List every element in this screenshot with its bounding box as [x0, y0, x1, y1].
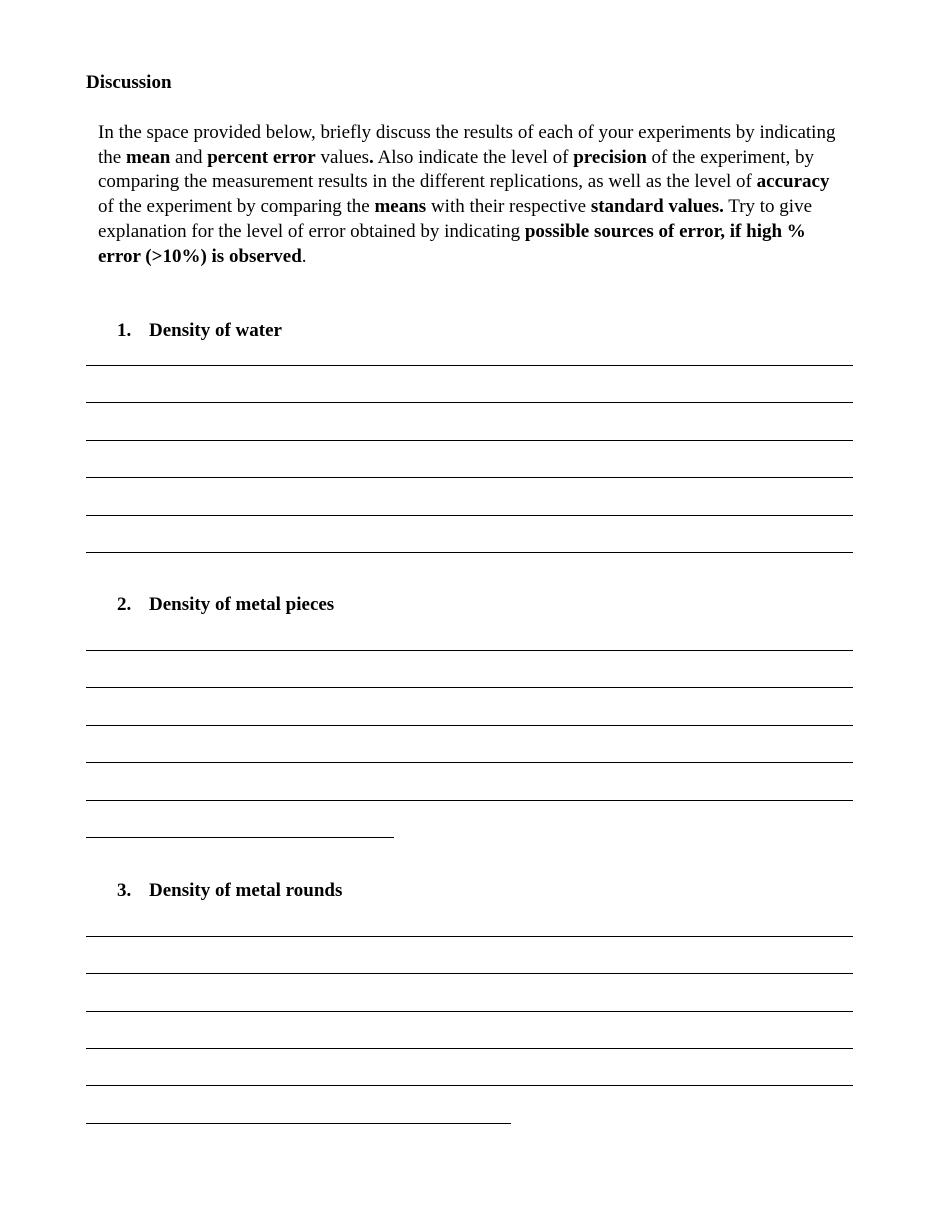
intro-bold-mean: mean [125, 146, 171, 168]
intro-bold-percent-error: percent error [207, 146, 316, 168]
answer-line[interactable] [86, 365, 853, 366]
intro-text-2: and [170, 146, 208, 168]
section-label: Density of metal pieces [149, 594, 335, 615]
answer-line[interactable] [86, 687, 853, 688]
intro-text-7: with their respective [426, 196, 591, 218]
answer-line[interactable] [86, 837, 394, 838]
intro-bold-precision: precision [573, 146, 647, 168]
intro-text-8: Try to give explanation for the level of error obtained by indicating [98, 196, 813, 242]
section-label: Density of water [149, 320, 282, 341]
answer-line[interactable] [86, 650, 853, 651]
intro-text-3: values [315, 146, 370, 168]
answer-line[interactable] [86, 725, 853, 726]
section-number: 2. [117, 594, 132, 615]
discussion-heading: Discussion [86, 72, 172, 93]
intro-text-9: . [301, 245, 307, 267]
answer-line[interactable] [86, 936, 853, 937]
intro-bold-period: . [369, 146, 374, 168]
answer-line[interactable] [86, 800, 853, 801]
answer-line[interactable] [86, 973, 853, 974]
intro-bold-accuracy: accuracy [756, 171, 830, 193]
answer-line[interactable] [86, 1123, 511, 1124]
answer-line[interactable] [86, 477, 853, 478]
section-title [117, 320, 282, 342]
answer-line[interactable] [86, 1048, 853, 1049]
answer-line[interactable] [86, 1085, 853, 1086]
intro-text-6: of the experiment by comparing the [98, 196, 375, 218]
section-title [117, 880, 342, 902]
answer-line[interactable] [86, 515, 853, 516]
section-number: 3. [117, 880, 132, 901]
intro-bold-standard-values: standard values. [590, 196, 724, 218]
section-label: Density of metal rounds [149, 880, 343, 901]
intro-text-5: of the experiment, by comparing the measurement results in the different replications, as well as the level of [98, 146, 815, 193]
intro-bold-means: means [374, 196, 427, 218]
answer-line[interactable] [86, 402, 853, 403]
section-title [117, 594, 334, 616]
intro-text-4: Also indicate the level of [373, 146, 574, 168]
answer-line[interactable] [86, 440, 853, 441]
answer-line[interactable] [86, 762, 853, 763]
answer-line[interactable] [86, 1011, 853, 1012]
answer-line[interactable] [86, 552, 853, 553]
intro-text-1: In the space provided below, briefly discuss the results of each of your experiments by indicating the [98, 122, 836, 168]
intro-bold-error-sources: possible sources of error, if high % error (>10%) is observed [98, 220, 806, 267]
instructions-paragraph [98, 121, 848, 269]
section-number: 1. [117, 320, 132, 341]
